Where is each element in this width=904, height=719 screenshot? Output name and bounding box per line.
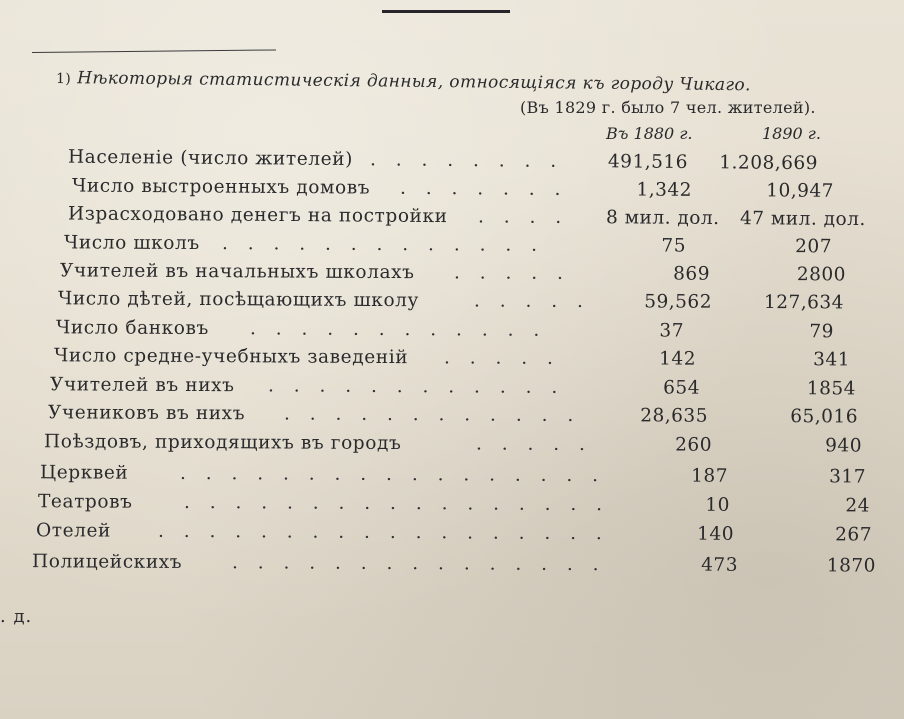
table-row bbox=[0, 519, 904, 548]
row-leader-dots: . . . . . . . . . . . . bbox=[249, 318, 547, 341]
table-row bbox=[0, 231, 904, 260]
table-row bbox=[0, 344, 904, 373]
value-1880: 491,516 bbox=[607, 151, 689, 174]
footnote-marker: 1) bbox=[55, 71, 72, 88]
row-label: Поѣздовъ, приходящихъ въ городъ bbox=[43, 431, 402, 455]
value-1890: 2800 bbox=[796, 264, 847, 286]
row-label: Число выстроенныхъ домовъ bbox=[71, 175, 371, 199]
footnote-note: (Въ 1829 г. было 7 чел. жителей). bbox=[520, 98, 816, 117]
row-label: Число дѣтей, посѣщающихъ школу bbox=[57, 288, 420, 312]
row-leader-dots: . . . . . . . . . . . . bbox=[267, 375, 565, 398]
row-leader-dots: . . . . . . . bbox=[399, 177, 568, 200]
value-1880: 187 bbox=[691, 465, 729, 487]
row-leader-dots: . . . . . . . . . . . . bbox=[283, 403, 581, 427]
value-1890: 207 bbox=[795, 236, 833, 258]
footnote-title-text: Нѣкоторыя статистическія данныя, относящіяся къ городу Чикаго. bbox=[77, 68, 751, 96]
row-leader-dots: . . . . . . . . . . . . . . . . . . bbox=[157, 520, 609, 545]
value-1880: 1,342 bbox=[636, 179, 693, 201]
value-1890: 47 мил. дол. bbox=[739, 208, 866, 231]
row-label: Число банковъ bbox=[55, 317, 210, 340]
row-label: Число средне-учебныхъ заведеній bbox=[53, 345, 409, 369]
value-1890: 79 bbox=[809, 321, 835, 343]
value-1880: 8 мил. дол. bbox=[605, 207, 720, 230]
table-row bbox=[0, 145, 904, 177]
value-1890: 317 bbox=[829, 466, 867, 488]
row-label: Театровъ bbox=[37, 491, 133, 513]
value-1880: 37 bbox=[659, 320, 685, 342]
value-1890: 940 bbox=[825, 435, 863, 457]
table-row bbox=[0, 316, 904, 345]
value-1890: 1870 bbox=[826, 555, 877, 577]
value-1880: 142 bbox=[659, 348, 697, 370]
row-label: Число школъ bbox=[63, 232, 200, 255]
row-label: Израсходовано денегъ на постройки bbox=[67, 203, 448, 228]
row-label: Церквей bbox=[39, 462, 129, 484]
table-row bbox=[0, 202, 904, 232]
table-row bbox=[0, 401, 904, 430]
value-1880: 473 bbox=[701, 554, 739, 576]
column-header-1890: 1890 г. bbox=[762, 124, 821, 143]
value-1880: 10 bbox=[705, 494, 731, 516]
value-1890: 65,016 bbox=[790, 406, 859, 428]
table-row bbox=[0, 490, 904, 519]
table-row bbox=[0, 174, 904, 204]
value-1890: 267 bbox=[835, 524, 873, 546]
table-row bbox=[0, 461, 904, 490]
row-leader-dots: . . . . . . . . . . . . . . . bbox=[231, 552, 606, 576]
row-leader-dots: . . . . . bbox=[453, 262, 570, 284]
value-1890: 24 bbox=[845, 495, 871, 517]
row-leader-dots: . . . . . . . . bbox=[369, 149, 564, 172]
row-label: Отелей bbox=[35, 520, 112, 542]
row-leader-dots: . . . . bbox=[477, 206, 569, 228]
value-1880: 28,635 bbox=[640, 405, 709, 427]
row-label: Учителей въ начальныхъ школахъ bbox=[59, 260, 415, 284]
value-1890: 341 bbox=[813, 349, 851, 371]
value-1880: 75 bbox=[661, 235, 687, 257]
table-row bbox=[0, 259, 904, 288]
row-label: Полицейскихъ bbox=[31, 551, 183, 573]
value-1890: 1854 bbox=[806, 378, 857, 400]
row-leader-dots: . . . . . . . . . . . . . . . . . bbox=[183, 491, 610, 516]
row-leader-dots: . . . . . . . . . . . . . bbox=[221, 233, 545, 256]
value-1890: 10,947 bbox=[766, 180, 835, 202]
table-row bbox=[0, 373, 904, 402]
table-row bbox=[0, 287, 904, 316]
value-1890: 127,634 bbox=[763, 292, 845, 314]
row-leader-dots: . . . . . bbox=[475, 433, 592, 456]
column-header-1880: Въ 1880 г. bbox=[606, 124, 693, 143]
value-1880: 260 bbox=[675, 434, 713, 456]
value-1890: 1.208,669 bbox=[719, 152, 819, 175]
row-label: Населеніе (число жителей) bbox=[67, 146, 354, 171]
value-1880: 140 bbox=[697, 523, 735, 545]
table-row bbox=[0, 550, 904, 579]
row-label: Учениковъ въ нихъ bbox=[47, 402, 246, 425]
row-leader-dots: . . . . . . . . . . . . . . . . . bbox=[179, 462, 606, 487]
value-1880: 869 bbox=[673, 263, 711, 285]
row-leader-dots: . . . . . bbox=[473, 290, 590, 313]
value-1880: 654 bbox=[663, 377, 701, 399]
continuation-text: . д. bbox=[0, 606, 33, 627]
row-leader-dots: . . . . . bbox=[443, 347, 560, 369]
value-1880: 59,562 bbox=[644, 291, 713, 313]
row-label: Учителей въ нихъ bbox=[49, 374, 235, 397]
table-row bbox=[0, 430, 904, 459]
